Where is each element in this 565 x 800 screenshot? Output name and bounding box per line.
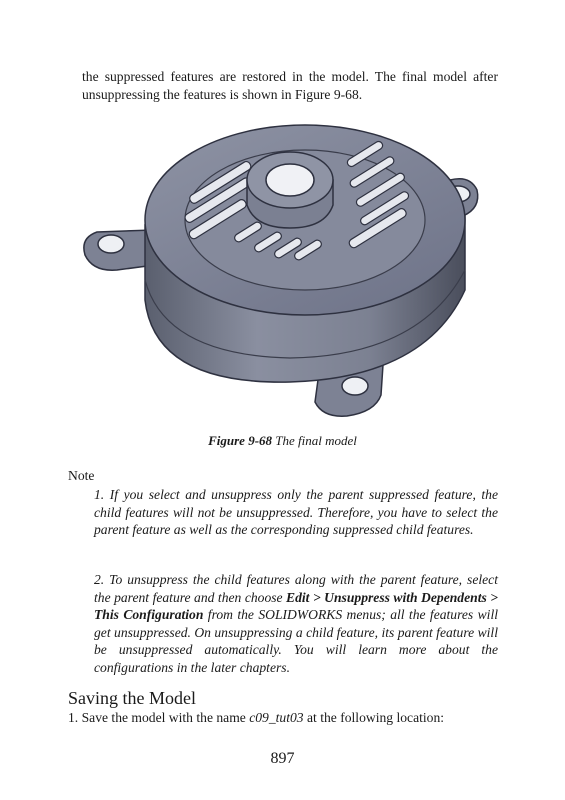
step-1-prefix: 1. Save the model with the name	[68, 710, 250, 725]
figure-caption	[0, 433, 565, 449]
note-item-2-text-a: 2. To unsuppress the child features along with the parent feature, select the parent feature and then choose	[94, 572, 498, 605]
center-boss	[247, 152, 333, 228]
figure-9-68-model-image	[75, 120, 485, 425]
note-item-2	[94, 571, 498, 677]
figure-caption-text: The final model	[275, 433, 357, 448]
note-item-2-menu-path: Edit > Unsuppress with Dependents > This Configuration	[94, 589, 498, 623]
step-1-filename: c09_tut03	[249, 710, 304, 725]
note-label: Note	[68, 468, 95, 483]
section-title: Saving the Model	[68, 688, 196, 708]
figure-label: Figure 9-68	[208, 433, 273, 448]
note-item-2-text-b: from the SOLIDWORKS menus; all the features will get unsuppressed. On unsuppressing a child feature, its parent feature will be unsuppressed automatically. You will learn more about the configurations in the later chapters.	[94, 607, 498, 675]
intro-paragraph: the suppressed features are restored in the model. The final model after unsuppressing the features is shown in Figure 9-68.	[82, 69, 498, 102]
note-item-1: 1. If you select and unsuppress only the parent suppressed feature, the child features will not be unsuppressed. Therefore, you have to select the parent feature as well as the corresponding suppressed child features.	[94, 487, 498, 538]
step-1-suffix: at the following location:	[303, 710, 445, 725]
step-1	[68, 710, 444, 726]
page-number: 897	[270, 750, 295, 767]
